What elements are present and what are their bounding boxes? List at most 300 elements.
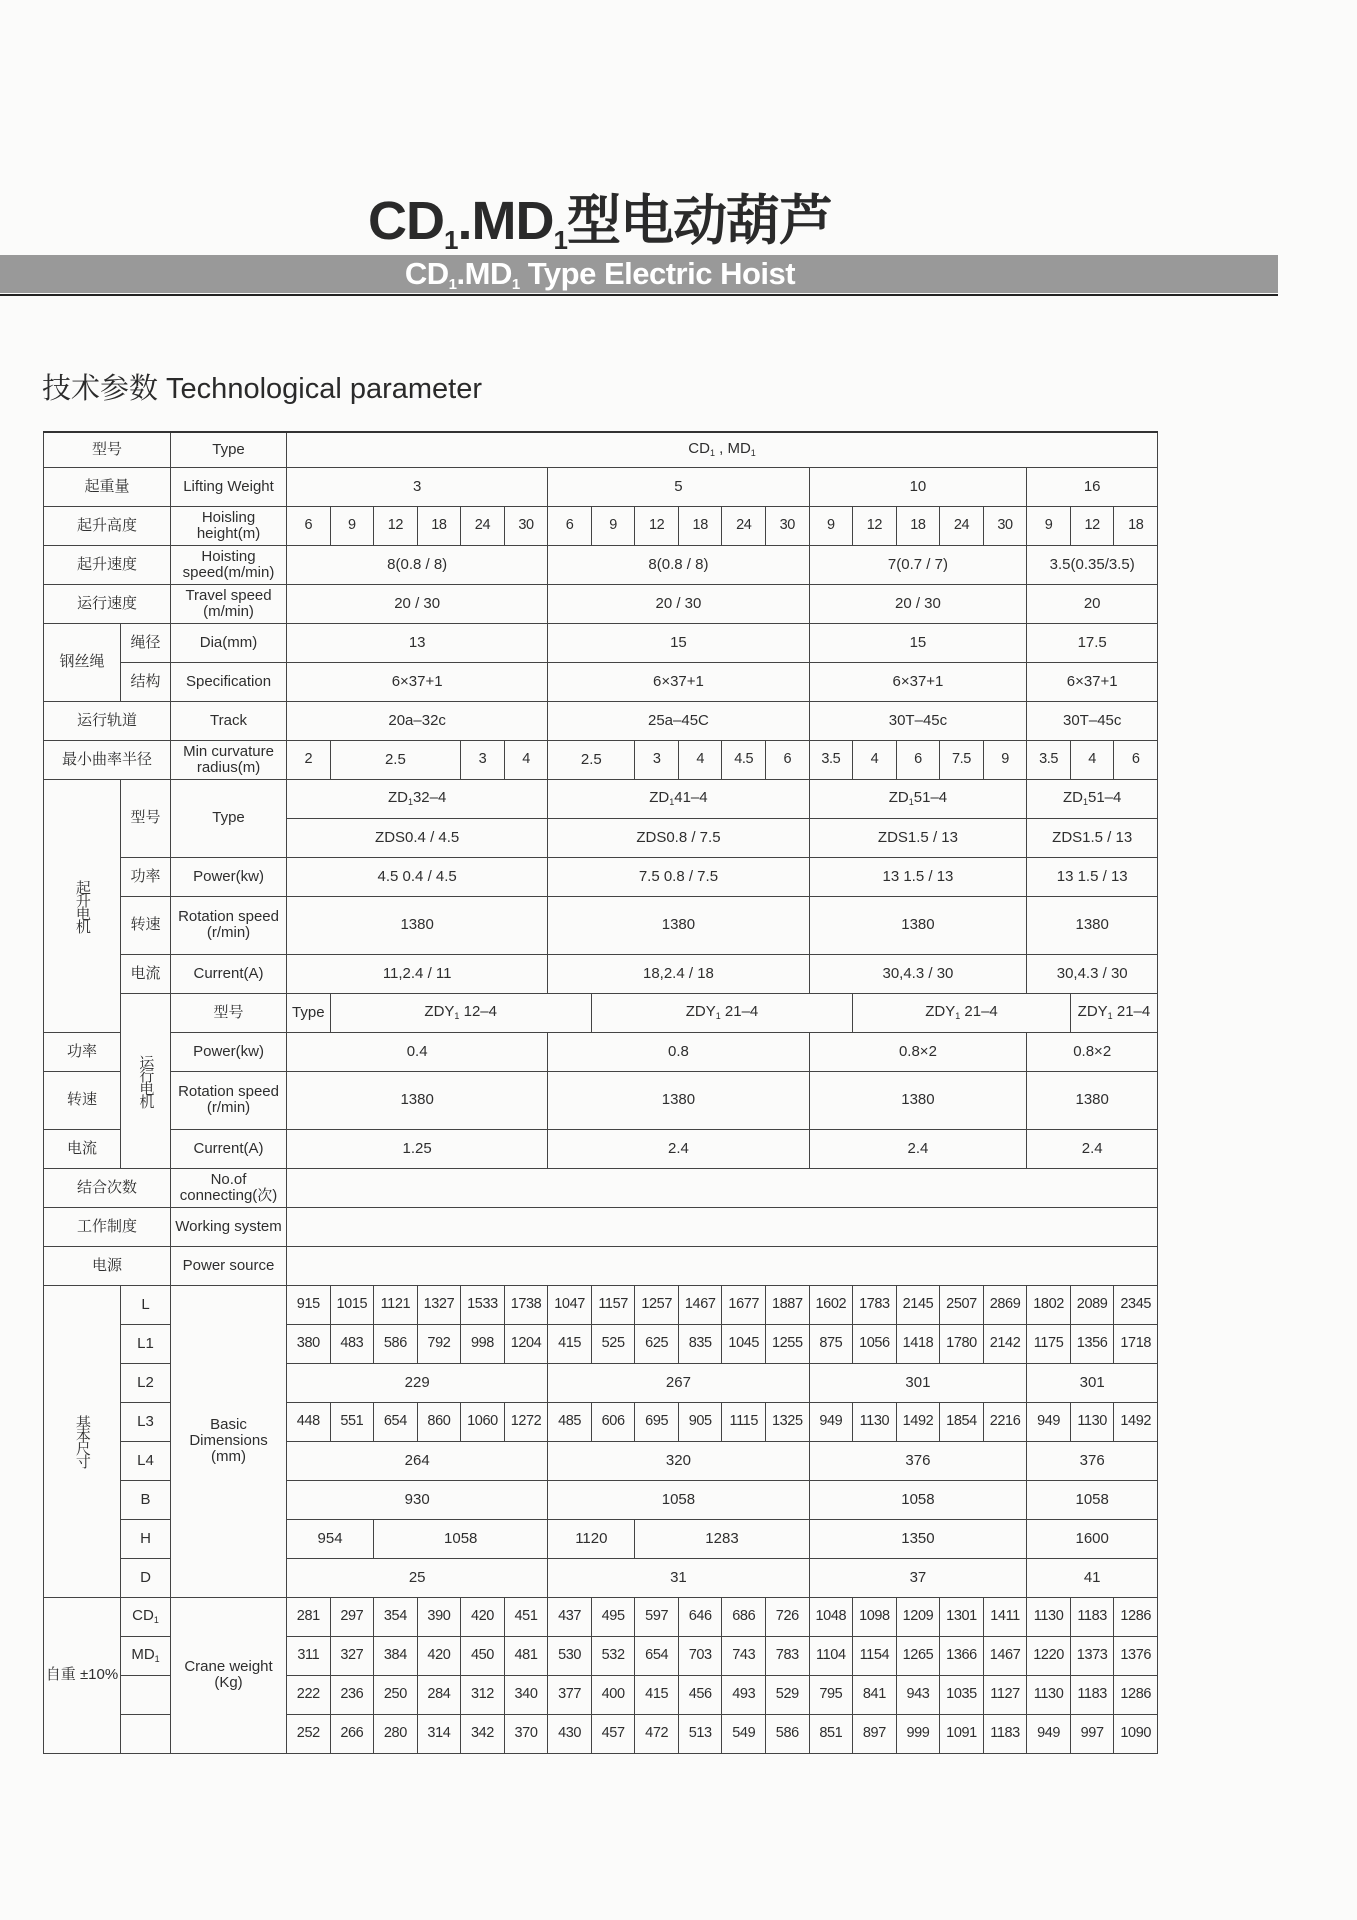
table-cell: 1257 [635,1285,679,1324]
table-cell: 0.8×2 [1027,1032,1158,1071]
table-cell: 795 [809,1675,853,1714]
table-cell: 10 [809,467,1027,506]
table-cell: 1380 [809,896,1027,954]
table-cell: 8(0.8 / 8) [548,545,809,584]
table-cell: 1130 [1027,1597,1071,1636]
table-cell: ZDS0.4 / 4.5 [287,818,548,857]
table-cell: 41 [1027,1558,1158,1597]
row-label: Lifting Weight [171,467,287,506]
table-cell: 6 [548,506,592,545]
cell-text: MD [131,1645,155,1663]
table-cell: 30T–45c [1027,701,1158,740]
table-cell [287,1168,1158,1207]
table-cell: 1048 [809,1597,853,1636]
table-cell: 1492 [1114,1402,1158,1441]
table-cell: 2.5 [548,740,635,779]
table-cell: 400 [591,1675,635,1714]
cell-text: 21–4 [720,1002,759,1020]
table-cell: 24 [722,506,766,545]
table-cell [548,779,809,818]
table-cell: 3 [461,740,505,779]
table-cell: 18 [1114,506,1158,545]
table-cell: 525 [591,1324,635,1363]
table-cell: 9 [330,506,374,545]
english-title-part: CD [404,256,449,291]
row-label: 运行电机 [121,993,171,1168]
table-cell: 222 [287,1675,331,1714]
table-cell: 380 [287,1324,331,1363]
table-cell: 1130 [853,1402,897,1441]
table-cell: 472 [635,1714,679,1753]
cell-text: 1 [407,796,413,807]
table-cell: 1058 [1027,1480,1158,1519]
table-cell: 15 [809,623,1027,662]
table-cell: 6 [766,740,810,779]
table-cell: 1854 [940,1402,984,1441]
cell-text: ZDY [424,1002,455,1020]
row-label: L [121,1285,171,1324]
table-cell: 13 [287,623,548,662]
cell-text: 32–4 [412,788,447,806]
row-label: 电源 [44,1246,171,1285]
table-cell [287,432,1158,467]
table-cell: 792 [417,1324,461,1363]
table-cell: 949 [1027,1714,1071,1753]
table-cell: 1380 [548,1071,809,1129]
table-row [44,662,1158,701]
row-label: 功率 [121,857,171,896]
table-cell: 4.5 0.4 / 4.5 [287,857,548,896]
table-cell: 3 [635,740,679,779]
row-label: Power(kw) [171,857,287,896]
table-cell: 284 [417,1675,461,1714]
row-label: Working system [171,1207,287,1246]
cell-text: 1 [750,448,756,459]
table-cell: 1380 [1027,896,1158,954]
table-cell: 1098 [853,1597,897,1636]
row-label: L4 [121,1441,171,1480]
table-cell: 654 [635,1636,679,1675]
table-cell: 586 [766,1714,810,1753]
table-cell: 1366 [940,1636,984,1675]
table-cell: 3 [287,467,548,506]
table-cell: 586 [374,1324,418,1363]
table-cell: 30 [983,506,1027,545]
table-cell: 606 [591,1402,635,1441]
row-label: Current(A) [171,1129,287,1168]
row-label: Power source [171,1246,287,1285]
row-label: L3 [121,1402,171,1441]
table-row [44,506,1158,545]
table-cell: 1255 [766,1324,810,1363]
row-label: 型号 [121,779,171,857]
table-cell: 1058 [374,1519,548,1558]
table-cell: 1183 [983,1714,1027,1753]
table-cell: 0.8×2 [809,1032,1027,1071]
cell-text: 1 [1082,796,1088,807]
table-cell: 18,2.4 / 18 [548,954,809,993]
table-cell: 18 [417,506,461,545]
cell-text: 1 [955,1010,961,1021]
table-cell: 6×37+1 [1027,662,1158,701]
table-cell: 25 [287,1558,548,1597]
table-cell: 266 [330,1714,374,1753]
row-label: 基本尺寸 [44,1285,121,1597]
table-cell: 1602 [809,1285,853,1324]
row-label: D [121,1558,171,1597]
row-label: Type [171,779,287,857]
table-cell: 9 [1027,506,1071,545]
table-cell: 2 [287,740,331,779]
table-cell: 25a–45C [548,701,809,740]
row-label: Type [287,993,331,1032]
table-cell: 1327 [417,1285,461,1324]
table-cell: 2.5 [330,740,461,779]
row-label: Type [171,432,287,467]
row-label: 起升电机 [44,779,121,1032]
table-cell: 549 [722,1714,766,1753]
english-title [0,256,1200,293]
table-cell: 1380 [287,896,548,954]
table-cell: 551 [330,1402,374,1441]
table-cell: 1120 [548,1519,635,1558]
table-cell: 1467 [983,1636,1027,1675]
table-cell: 312 [461,1675,505,1714]
row-label: Specification [171,662,287,701]
row-label: 转速 [44,1071,121,1129]
table-cell: 252 [287,1714,331,1753]
cell-text: CD [132,1606,154,1624]
table-cell: 20 / 30 [548,584,809,623]
table-cell: 1209 [896,1597,940,1636]
table-cell: 875 [809,1324,853,1363]
table-cell: 376 [1027,1441,1158,1480]
table-cell: 13 1.5 / 13 [809,857,1027,896]
table-cell: 1380 [548,896,809,954]
table-cell: 1350 [809,1519,1027,1558]
english-title-part: .MD [456,256,512,291]
cell-text: ZD [888,788,909,806]
table-cell: ZDS1.5 / 13 [1027,818,1158,857]
table-cell: 7.5 0.8 / 7.5 [548,857,809,896]
table-cell: 370 [504,1714,548,1753]
table-cell: 415 [548,1324,592,1363]
table-cell: 30,4.3 / 30 [809,954,1027,993]
row-label: 绳径 [121,623,171,662]
table-cell: 1373 [1070,1636,1114,1675]
table-row [44,993,1158,1032]
table-cell: 743 [722,1636,766,1675]
table-cell [330,993,591,1032]
table-cell: 18 [678,506,722,545]
table-row [44,623,1158,662]
table-cell: 15 [548,623,809,662]
table-cell: 236 [330,1675,374,1714]
row-label [121,1597,171,1636]
table-cell: 1060 [461,1402,505,1441]
table-cell: 1283 [635,1519,809,1558]
cell-text: 1 [715,1010,721,1021]
cell-text: 1 [153,1614,159,1625]
row-label: Min curvature radius(m) [171,740,287,779]
cell-text: ZDY [685,1002,716,1020]
table-cell: 495 [591,1597,635,1636]
table-cell: 5 [548,467,809,506]
cell-text: 21–4 [960,1002,998,1020]
table-cell: 264 [287,1441,548,1480]
table-cell: 12 [853,506,897,545]
table-cell: 686 [722,1597,766,1636]
title-subscript: 1 [444,225,458,255]
table-cell: 4 [853,740,897,779]
table-cell: 1204 [504,1324,548,1363]
english-title-subscript: 1 [511,276,520,293]
table-cell: 30 [766,506,810,545]
table-cell: 4 [1070,740,1114,779]
table-cell: 20a–32c [287,701,548,740]
table-cell: 2145 [896,1285,940,1324]
cell-text: ZDY [925,1002,956,1020]
row-label: Track [171,701,287,740]
cell-text: ZDY [1077,1002,1108,1020]
table-row [44,1071,1158,1129]
table-cell: 31 [548,1558,809,1597]
title-subscript: 1 [553,225,567,255]
row-label: Travel speed (m/min) [171,584,287,623]
table-cell: 1325 [766,1402,810,1441]
table-cell: 37 [809,1558,1027,1597]
section-title: 技术参数 Technological parameter [42,373,483,405]
table-cell: 1272 [504,1402,548,1441]
table-cell: 2089 [1070,1285,1114,1324]
table-row [44,1168,1158,1207]
table-row [44,1129,1158,1168]
row-label: 转速 [121,896,171,954]
table-cell: 851 [809,1714,853,1753]
table-cell: 1380 [809,1071,1027,1129]
table-row [44,545,1158,584]
table-cell: 320 [548,1441,809,1480]
table-cell [1070,993,1157,1032]
table-cell: 11,2.4 / 11 [287,954,548,993]
table-cell: 30,4.3 / 30 [1027,954,1158,993]
row-label: 功率 [44,1032,121,1071]
table-cell: 430 [548,1714,592,1753]
table-cell: 530 [548,1636,592,1675]
row-label: Hoisling height(m) [171,506,287,545]
row-label [121,1714,171,1753]
table-cell: 6 [1114,740,1158,779]
table-cell: 905 [678,1402,722,1441]
table-cell: 0.4 [287,1032,548,1071]
table-cell: 9 [591,506,635,545]
parameter-table [43,431,1158,1754]
table-cell: 4 [678,740,722,779]
table-cell: 0.8 [548,1032,809,1071]
table-cell: 4 [504,740,548,779]
row-label: Hoisting speed(m/min) [171,545,287,584]
table-row [44,584,1158,623]
table-cell: 1183 [1070,1675,1114,1714]
table-cell: 1492 [896,1402,940,1441]
table-row [44,779,1158,818]
table-cell: 625 [635,1324,679,1363]
table-cell: 17.5 [1027,623,1158,662]
table-row [44,1032,1158,1071]
row-label: 起升高度 [44,506,171,545]
row-label: Basic Dimensions (mm) [171,1285,287,1597]
table-cell: 18 [896,506,940,545]
table-cell: 654 [374,1402,418,1441]
table-cell: 1154 [853,1636,897,1675]
table-cell: 20 / 30 [287,584,548,623]
table-cell: 12 [374,506,418,545]
table-cell: 2216 [983,1402,1027,1441]
row-label: Power(kw) [171,1032,287,1071]
table-cell: 1380 [287,1071,548,1129]
table-cell: 2345 [1114,1285,1158,1324]
table-cell: 949 [809,1402,853,1441]
table-cell: 340 [504,1675,548,1714]
table-cell: 1127 [983,1675,1027,1714]
table-cell: 301 [1027,1363,1158,1402]
table-cell: 783 [766,1636,810,1675]
row-label: 最小曲率半径 [44,740,171,779]
table-row [44,1597,1158,1636]
cell-text: 12–4 [459,1002,497,1020]
table-cell: 280 [374,1714,418,1753]
table-cell: 726 [766,1597,810,1636]
table-cell: 1380 [1027,1071,1158,1129]
table-cell: 493 [722,1675,766,1714]
table-cell: 1015 [330,1285,374,1324]
table-cell: 354 [374,1597,418,1636]
table-cell: 1091 [940,1714,984,1753]
row-label: 电流 [44,1129,121,1168]
row-label: H [121,1519,171,1558]
table-cell: 8(0.8 / 8) [287,545,548,584]
row-label: 自重 ±10% [44,1597,121,1753]
table-cell: 1047 [548,1285,592,1324]
table-row [44,467,1158,506]
table-row [44,1246,1158,1285]
table-cell: 695 [635,1402,679,1441]
table-cell: 532 [591,1636,635,1675]
table-cell: 483 [330,1324,374,1363]
table-cell: 1780 [940,1324,984,1363]
table-cell: 529 [766,1675,810,1714]
table-cell: 1090 [1114,1714,1158,1753]
table-cell: 2142 [983,1324,1027,1363]
table-cell: 1356 [1070,1324,1114,1363]
table-cell: 1175 [1027,1324,1071,1363]
table-cell: 2.4 [1027,1129,1158,1168]
cell-text: 1 [908,796,914,807]
table-cell: 6×37+1 [287,662,548,701]
table-cell: 24 [940,506,984,545]
table-cell: 451 [504,1597,548,1636]
table-cell: 1887 [766,1285,810,1324]
table-row [44,1207,1158,1246]
table-cell: 456 [678,1675,722,1714]
table-cell: 24 [461,506,505,545]
table-cell: 1738 [504,1285,548,1324]
page-title [0,178,1200,256]
title-part: 型电动葫芦 [566,191,832,251]
table-cell: 949 [1027,1402,1071,1441]
table-row [44,857,1158,896]
table-cell: 448 [287,1402,331,1441]
row-label: Dia(mm) [171,623,287,662]
table-cell: 415 [635,1675,679,1714]
row-label: 结构 [121,662,171,701]
table-cell: 841 [853,1675,897,1714]
table-cell: 457 [591,1714,635,1753]
row-label: 钢丝绳 [44,623,121,701]
row-label: 型号 [44,432,171,467]
table-cell: 597 [635,1597,679,1636]
english-title-part: Type Electric Hoist [519,256,796,291]
row-label: 运行轨道 [44,701,171,740]
table-cell: 1035 [940,1675,984,1714]
table-cell: 30 [504,506,548,545]
cell-text: 1 [154,1653,160,1664]
table-cell: 513 [678,1714,722,1753]
cell-text: 51–4 [913,788,948,806]
table-row [44,1285,1158,1324]
table-cell: 1376 [1114,1636,1158,1675]
title-part: CD [368,191,445,251]
table-cell: 6×37+1 [809,662,1027,701]
table-cell: 1783 [853,1285,897,1324]
table-cell: 1802 [1027,1285,1071,1324]
table-cell: 1600 [1027,1519,1158,1558]
table-cell: 1467 [678,1285,722,1324]
table-cell: 311 [287,1636,331,1675]
cell-text: ZD [387,788,408,806]
table-cell: ZDS0.8 / 7.5 [548,818,809,857]
table-cell: 301 [809,1363,1027,1402]
table-cell: 9 [983,740,1027,779]
table-cell: 384 [374,1636,418,1675]
row-label: 工作制度 [44,1207,171,1246]
table-cell: 2.4 [809,1129,1027,1168]
row-label [121,1636,171,1675]
cell-text: 1 [1107,1010,1113,1021]
table-cell: 998 [461,1324,505,1363]
table-cell: 2.4 [548,1129,809,1168]
table-cell: 390 [417,1597,461,1636]
table-cell [809,779,1027,818]
table-cell: 20 / 30 [809,584,1027,623]
cell-text: 1 [669,796,675,807]
cell-text: 51–4 [1088,788,1122,806]
table-row [44,701,1158,740]
table-cell: 267 [548,1363,809,1402]
table-cell: 30T–45c [809,701,1027,740]
table-cell: 481 [504,1636,548,1675]
row-label: 运行速度 [44,584,171,623]
table-cell: 1220 [1027,1636,1071,1675]
table-cell: 437 [548,1597,592,1636]
table-cell: 1183 [1070,1597,1114,1636]
row-label: 型号 [171,993,287,1032]
table-cell: 930 [287,1480,548,1519]
table-cell: 420 [461,1597,505,1636]
row-label: L1 [121,1324,171,1363]
cell-text: CD [688,440,710,458]
table-cell: 13 1.5 / 13 [1027,857,1158,896]
